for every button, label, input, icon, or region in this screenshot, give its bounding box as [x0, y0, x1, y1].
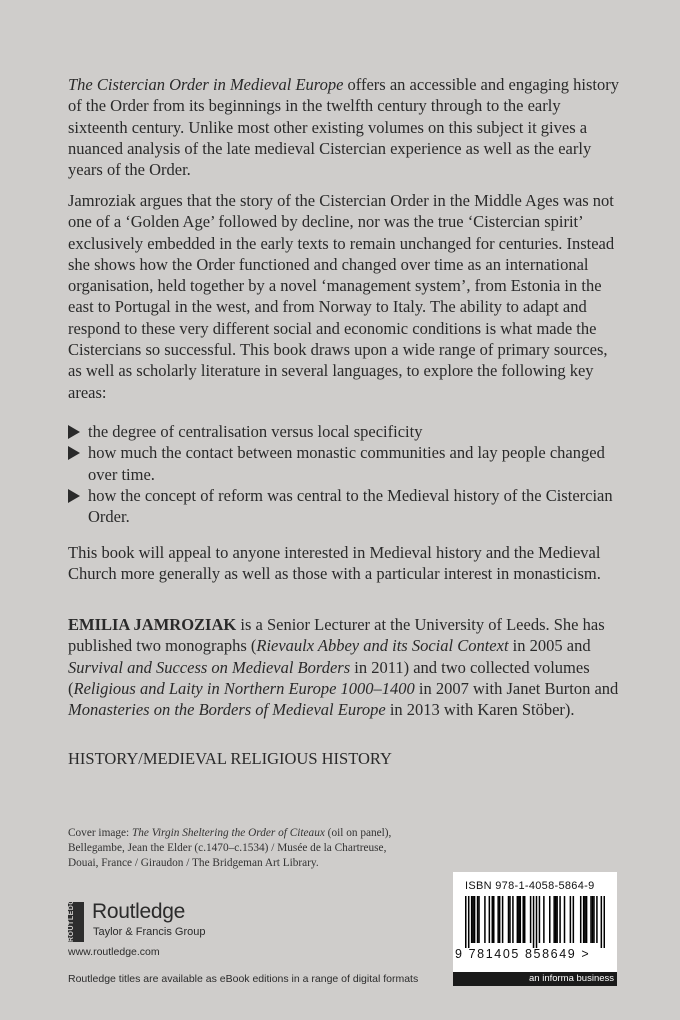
author-bio-text: in 2007 with Janet Burton and	[414, 678, 619, 698]
barcode-bar	[559, 896, 561, 943]
barcode-bar	[518, 896, 520, 943]
barcode-bar	[533, 896, 535, 948]
cover-credit-prefix: Cover image:	[68, 827, 132, 839]
key-area-item	[68, 485, 620, 528]
key-areas-list	[68, 421, 620, 527]
appeal-text: This book will appeal to anyone interested in Medieval history and the Medieval Church more generally as well as those with a particular interest in monasticism.	[68, 543, 601, 584]
barcode-bar	[524, 896, 526, 943]
barcode-bar	[596, 896, 598, 943]
routledge-logo-icon: ROUTLEDGE	[68, 902, 84, 942]
barcode-bar	[497, 896, 499, 943]
publisher-website: www.routledge.com	[68, 946, 160, 958]
barcode-bar	[564, 896, 566, 943]
barcode-bar	[543, 896, 545, 943]
barcode-bar	[593, 896, 595, 943]
barcode-bar	[586, 896, 588, 943]
key-area-text: how much the contact between monastic communities and lay people changed over time.	[88, 443, 605, 484]
author-book-title: Survival and Success on Medieval Borders	[68, 657, 351, 677]
appeal-paragraph	[68, 542, 620, 585]
barcode-bar	[573, 896, 575, 943]
isbn-barcode	[453, 872, 617, 972]
barcode-bar	[478, 896, 480, 943]
author-bio-text: is a Senior Lecturer at the University of Leeds. She has published two monographs (	[68, 615, 605, 656]
barcode-bars	[465, 896, 605, 948]
barcode-bar	[468, 896, 470, 948]
publisher-subtitle: Taylor & Francis Group	[93, 926, 206, 938]
argument-text: Jamroziak argues that the story of the Cistercian Order in the Middle Ages was not one of a ‘Golden Age’ followed by decline, nor was the true ‘Cistercian spirit’ exclusively embedded in the early texts to remain unchanged for centuries. Instead she shows how the Order functioned and changed over time as an international organisation, held together by a novel ‘management system’, from Estonia in the east to Portugal in the west, and from Norway to Italy. The ability to adapt and respond to these very different social and economic conditions is what made the Cistercians so successful. This book draws upon a wide range of primary sources, as well as scholarly literature in several languages, to explore the following key areas:	[68, 191, 615, 402]
barcode-bar	[530, 896, 532, 943]
barcode-bar	[553, 896, 555, 943]
author-bio	[68, 614, 620, 720]
barcode-bar	[484, 896, 486, 943]
key-area-item	[68, 421, 620, 442]
barcode-bar	[477, 896, 479, 943]
barcode-bar	[492, 896, 494, 943]
barcode-bar	[493, 896, 495, 943]
barcode-digits: 9 781405 858649 >	[455, 947, 591, 961]
author-book-title: Rievaulx Abbey and its Social Context	[256, 636, 509, 656]
barcode-bar	[520, 896, 522, 943]
barcode-bar	[517, 896, 519, 943]
barcode-bar	[508, 896, 510, 943]
barcode-bar	[471, 896, 473, 943]
barcode-bar	[502, 896, 504, 943]
key-area-item	[68, 442, 620, 485]
barcode-bar	[601, 896, 603, 948]
barcode-bar	[472, 896, 474, 943]
cover-credit	[68, 826, 408, 872]
barcode-bar	[583, 896, 585, 943]
author-bio-text: in 2011) and two collected volumes (	[68, 657, 590, 698]
barcode-bar	[539, 896, 541, 943]
intro-text: offers an accessible and engaging history of the Order from its beginnings in the twelfth century through to the early sixteenth century. Unlike most other existing volumes on this subject it gives a nuanced analysis of the late medieval Cistercian experience as well as the early years of the Order.	[68, 75, 619, 180]
barcode-bar	[556, 896, 558, 943]
barcode-bar	[522, 896, 524, 943]
author-book-title: Religious and Laity in Northern Europe 1000–1400	[73, 678, 415, 698]
subject-category: HISTORY/MEDIEVAL RELIGIOUS HISTORY	[68, 749, 392, 768]
argument-paragraph	[68, 190, 620, 403]
barcode-bar	[580, 896, 582, 943]
cover-artwork-title: The Virgin Sheltering the Order of Citeaux	[132, 827, 325, 839]
publisher-logo	[68, 893, 268, 944]
barcode-bar	[584, 896, 586, 943]
informa-text: an informa business	[529, 973, 615, 984]
cover-credit-text: (oil on panel), Bellegambe, Jean the Elder (c.1470–c.1534) / Musée de la Chartreuse, Douai, France / Giraudon / The Bridgeman Art Library.	[68, 827, 392, 870]
key-area-text: how the concept of reform was central to the Medieval history of the Cistercian Order.	[88, 485, 613, 527]
barcode-bar	[570, 896, 572, 943]
barcode-bar	[499, 896, 501, 943]
publisher-name: Routledge	[92, 900, 186, 923]
barcode-bar	[592, 896, 594, 943]
barcode-bar	[474, 896, 476, 943]
barcode-bar	[590, 896, 592, 943]
key-area-text: the degree of centralisation versus local specificity	[88, 422, 423, 441]
bullet-triangle-icon	[68, 425, 80, 439]
intro-paragraph	[68, 74, 620, 180]
barcode-bar	[489, 896, 491, 943]
informa-strip	[453, 972, 617, 986]
barcode-bar	[465, 896, 467, 948]
barcode-bar	[536, 896, 538, 948]
book-title: The Cistercian Order in Medieval Europe	[68, 75, 344, 94]
barcode-bar	[509, 896, 511, 943]
author-bio-text: in 2005 and	[508, 636, 591, 656]
barcode-bar	[549, 896, 551, 943]
barcode-bar	[604, 896, 605, 948]
bullet-triangle-icon	[68, 446, 80, 460]
barcode-bar	[512, 896, 514, 943]
bullet-triangle-icon	[68, 489, 80, 503]
author-bio-text: in 2013 with Karen Stöber).	[385, 700, 575, 720]
isbn-label: ISBN 978-1-4058-5864-9	[465, 880, 595, 892]
author-book-title: Monasteries on the Borders of Medieval Europe	[68, 700, 386, 720]
author-name: EMILIA JAMROZIAK	[68, 615, 237, 634]
ebook-note: Routledge titles are available as eBook editions in a range of digital formats	[68, 973, 419, 985]
barcode-bar	[555, 896, 557, 943]
